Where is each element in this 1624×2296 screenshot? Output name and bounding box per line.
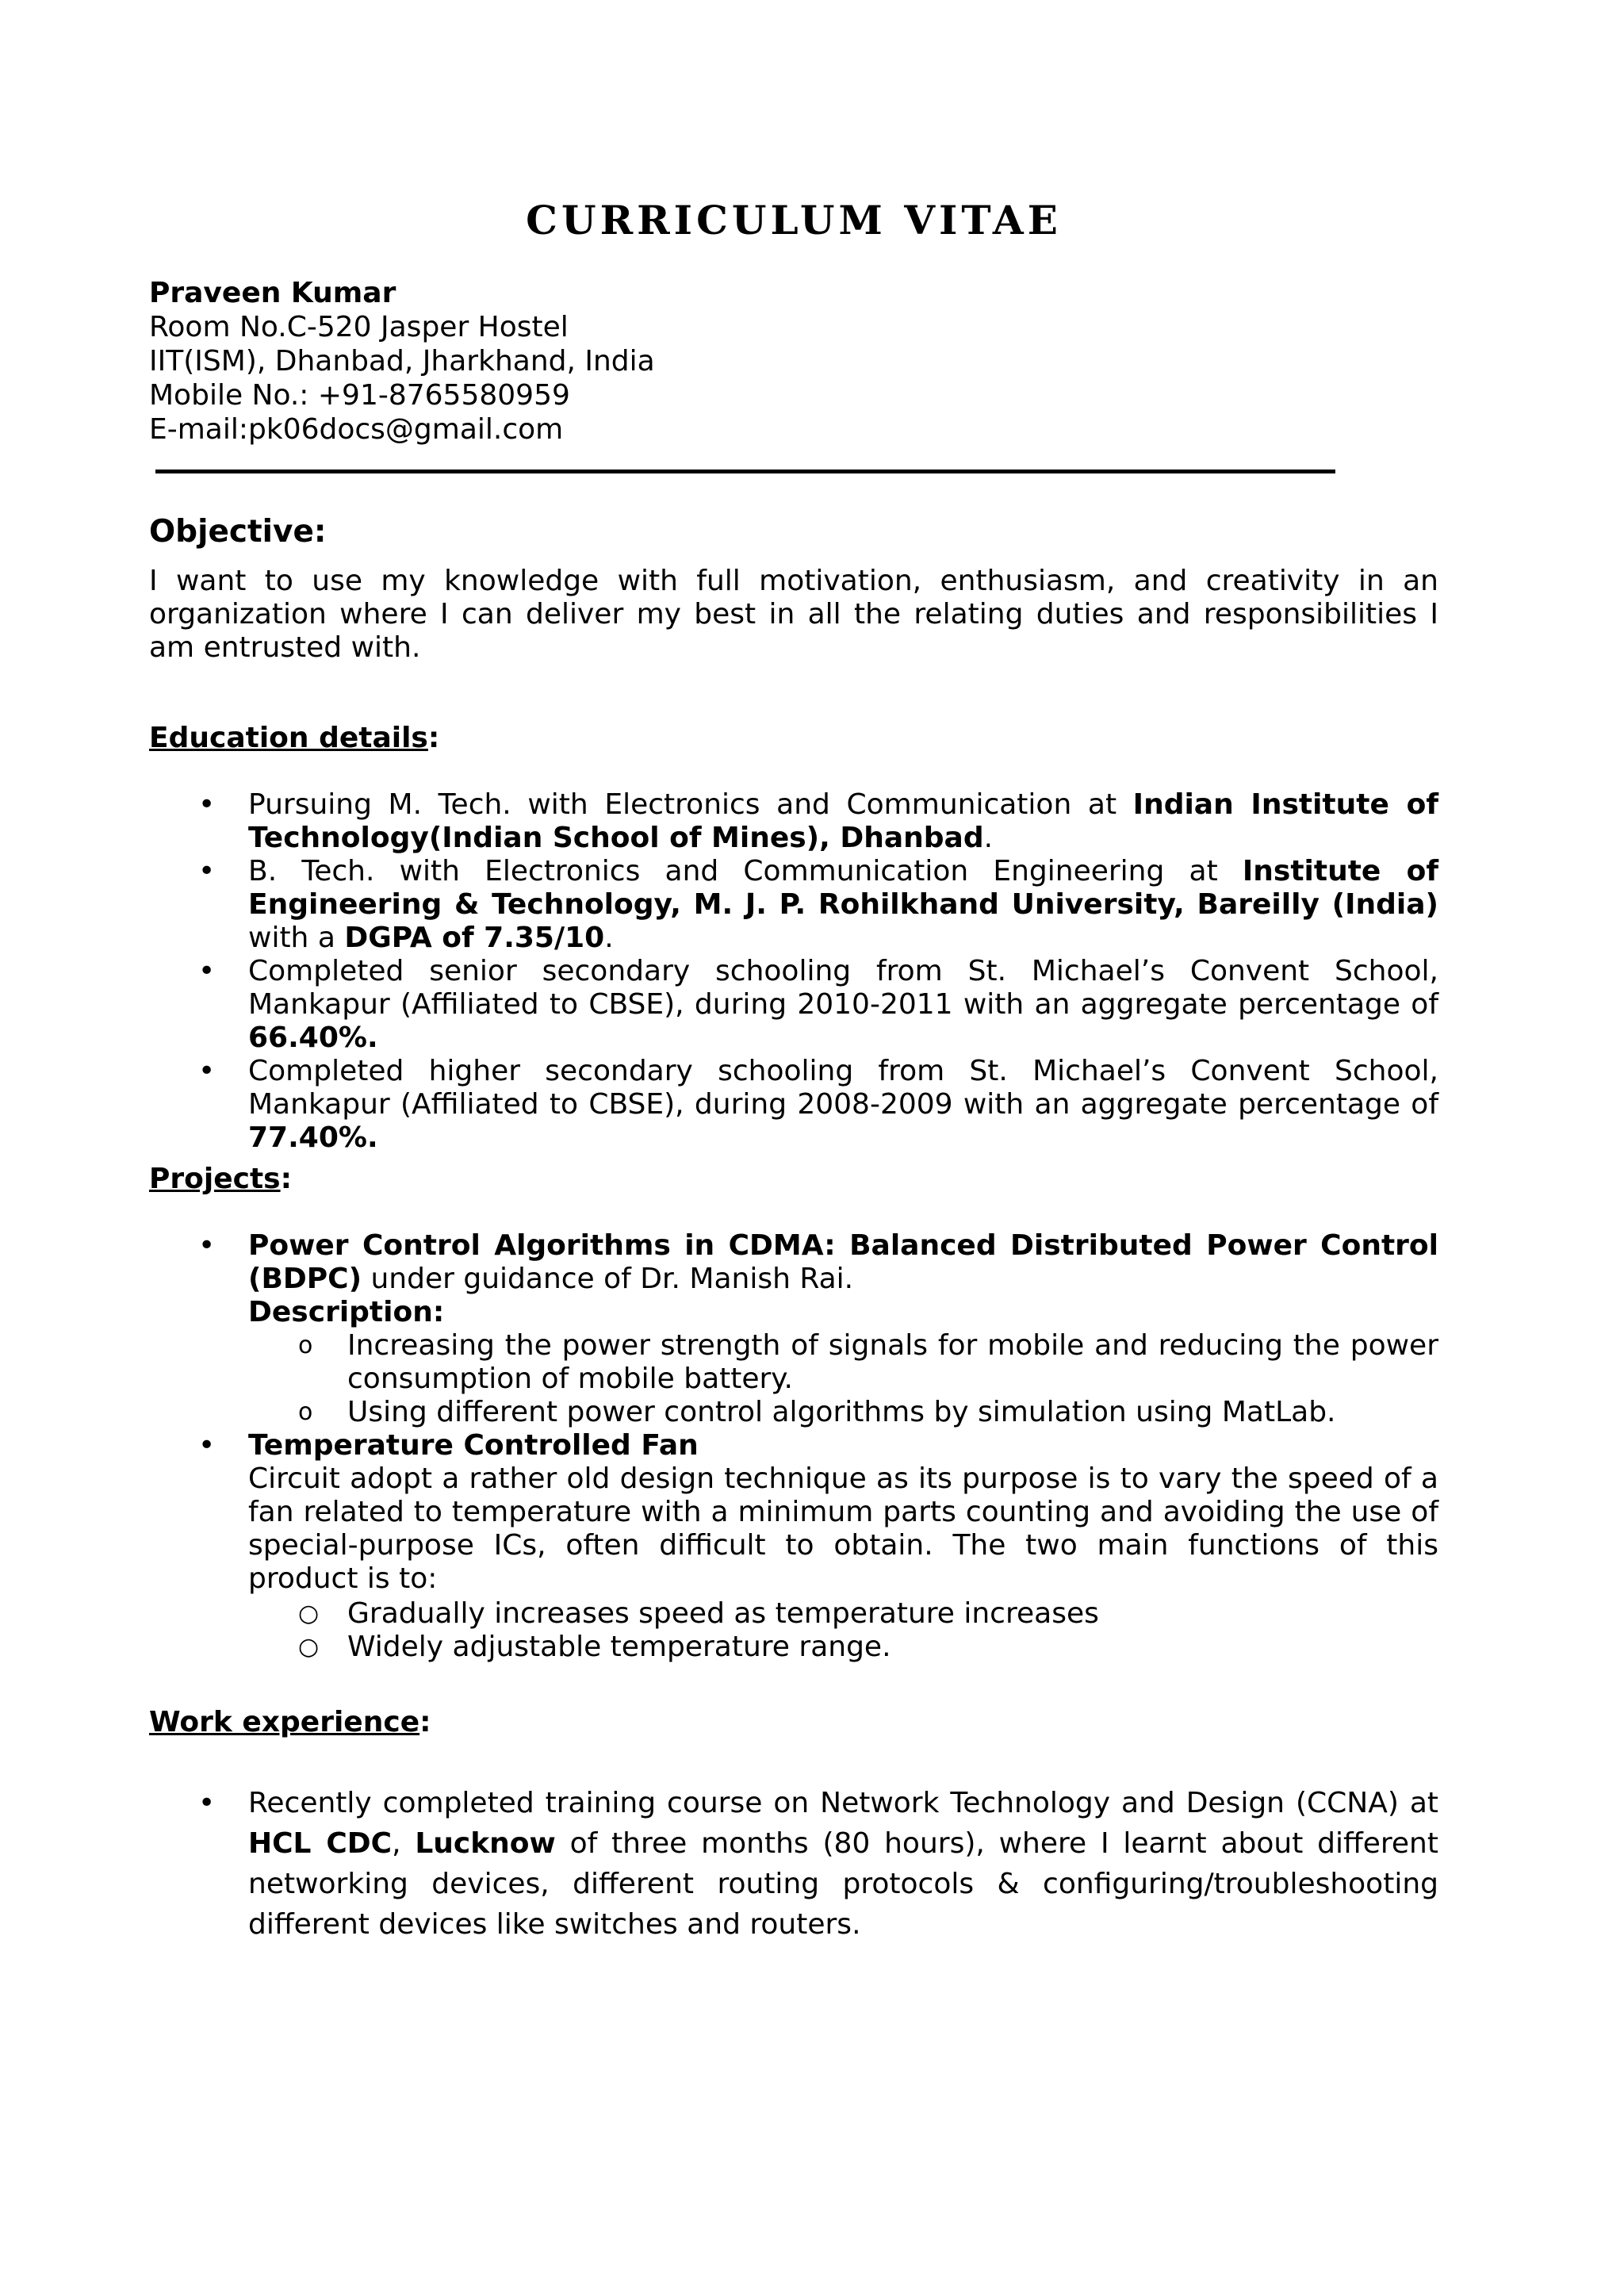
project-title: Power Control Algorithms in CDMA: Balanced Distributed Power Control (BDPC) — [248, 1229, 1438, 1295]
objective-text: I want to use my knowledge with full motivation, enthusiasm, and creativity in an organization where I can deliver my best in all the relating duties and responsibilities I am entrusted with. — [149, 565, 1438, 664]
list-item: ○ Gradually increases speed as temperature increases — [298, 1597, 1099, 1630]
objective-section — [149, 516, 1438, 665]
email-address: E-mail:pk06docs@gmail.com — [149, 413, 564, 446]
list-item: o Using different power control algorithms by simulation using MatLab. — [298, 1396, 1336, 1428]
contact-block — [149, 276, 655, 447]
list-item: • Completed senior secondary schooling from St. Michael’s Convent School, Mankapur (Affiliated to CBSE), during 2010-2011 with an aggregate percentage of 66.40%. — [149, 955, 1438, 1055]
mobile-number: Mobile No.: +91-8765580959 — [149, 379, 570, 412]
projects-heading: Projects: — [149, 1163, 293, 1195]
work-heading: Work experience: — [149, 1706, 431, 1738]
projects-section — [149, 1163, 1438, 1664]
projects-list — [149, 1229, 1438, 1664]
address-line-2: IIT(ISM), Dhanbad, Jharkhand, India — [149, 345, 655, 378]
document-title: CURRICULUM VITAE — [526, 197, 1062, 243]
work-list — [149, 1783, 1438, 1945]
education-section — [149, 722, 1438, 1155]
list-item: • Power Control Algorithms in CDMA: Balanced Distributed Power Control (BDPC) under guidance of Dr. Manish Rai. Description: o Increasing the power strength of signals for mobile and reducing the power consumption of mobile battery. o Using different power control algorithms by simulation using MatLab. — [149, 1229, 1438, 1429]
list-item: • Completed higher secondary schooling from St. Michael’s Convent School, Mankapur (Affiliated to CBSE), during 2008-2009 with an aggregate percentage of 77.40%. — [149, 1055, 1438, 1155]
header-divider — [155, 470, 1335, 473]
list-item: o Increasing the power strength of signals for mobile and reducing the power consumption of mobile battery. — [298, 1329, 1438, 1395]
work-section — [149, 1706, 1438, 1945]
project-title: Temperature Controlled Fan — [248, 1429, 699, 1462]
list-item: • B. Tech. with Electronics and Communication Engineering at Institute of Engineering & Technology, M. J. P. Rohilkhand University, Bareilly (India) with a DGPA of 7.35/10. — [149, 855, 1438, 955]
list-item: • Pursuing M. Tech. with Electronics and Communication at Indian Institute of Technology(Indian School of Mines), Dhanbad. — [149, 788, 1438, 855]
candidate-name: Praveen Kumar — [149, 277, 396, 309]
list-item: ○ Widely adjustable temperature range. — [298, 1631, 891, 1663]
objective-heading: Objective: — [149, 514, 327, 550]
address-line-1: Room No.C-520 Jasper Hostel — [149, 311, 569, 343]
project-description: Circuit adopt a rather old design technique as its purpose is to vary the speed of a fan related to temperature with a minimum parts counting and avoiding the use of special-purpose ICs, often difficult to obtain. The two main functions of this product is to: — [248, 1462, 1438, 1595]
list-item — [149, 1429, 1438, 1664]
description-label: Description: — [248, 1296, 445, 1328]
education-list — [149, 788, 1438, 1155]
list-item: • Recently completed training course on Network Technology and Design (CCNA) at HCL CDC, Lucknow of three months (80 hours), where I learnt about different networking devices, different routing protocols & configuring/troubleshooting different devices like switches and routers. — [149, 1783, 1438, 1945]
education-heading: Education details: — [149, 722, 440, 754]
